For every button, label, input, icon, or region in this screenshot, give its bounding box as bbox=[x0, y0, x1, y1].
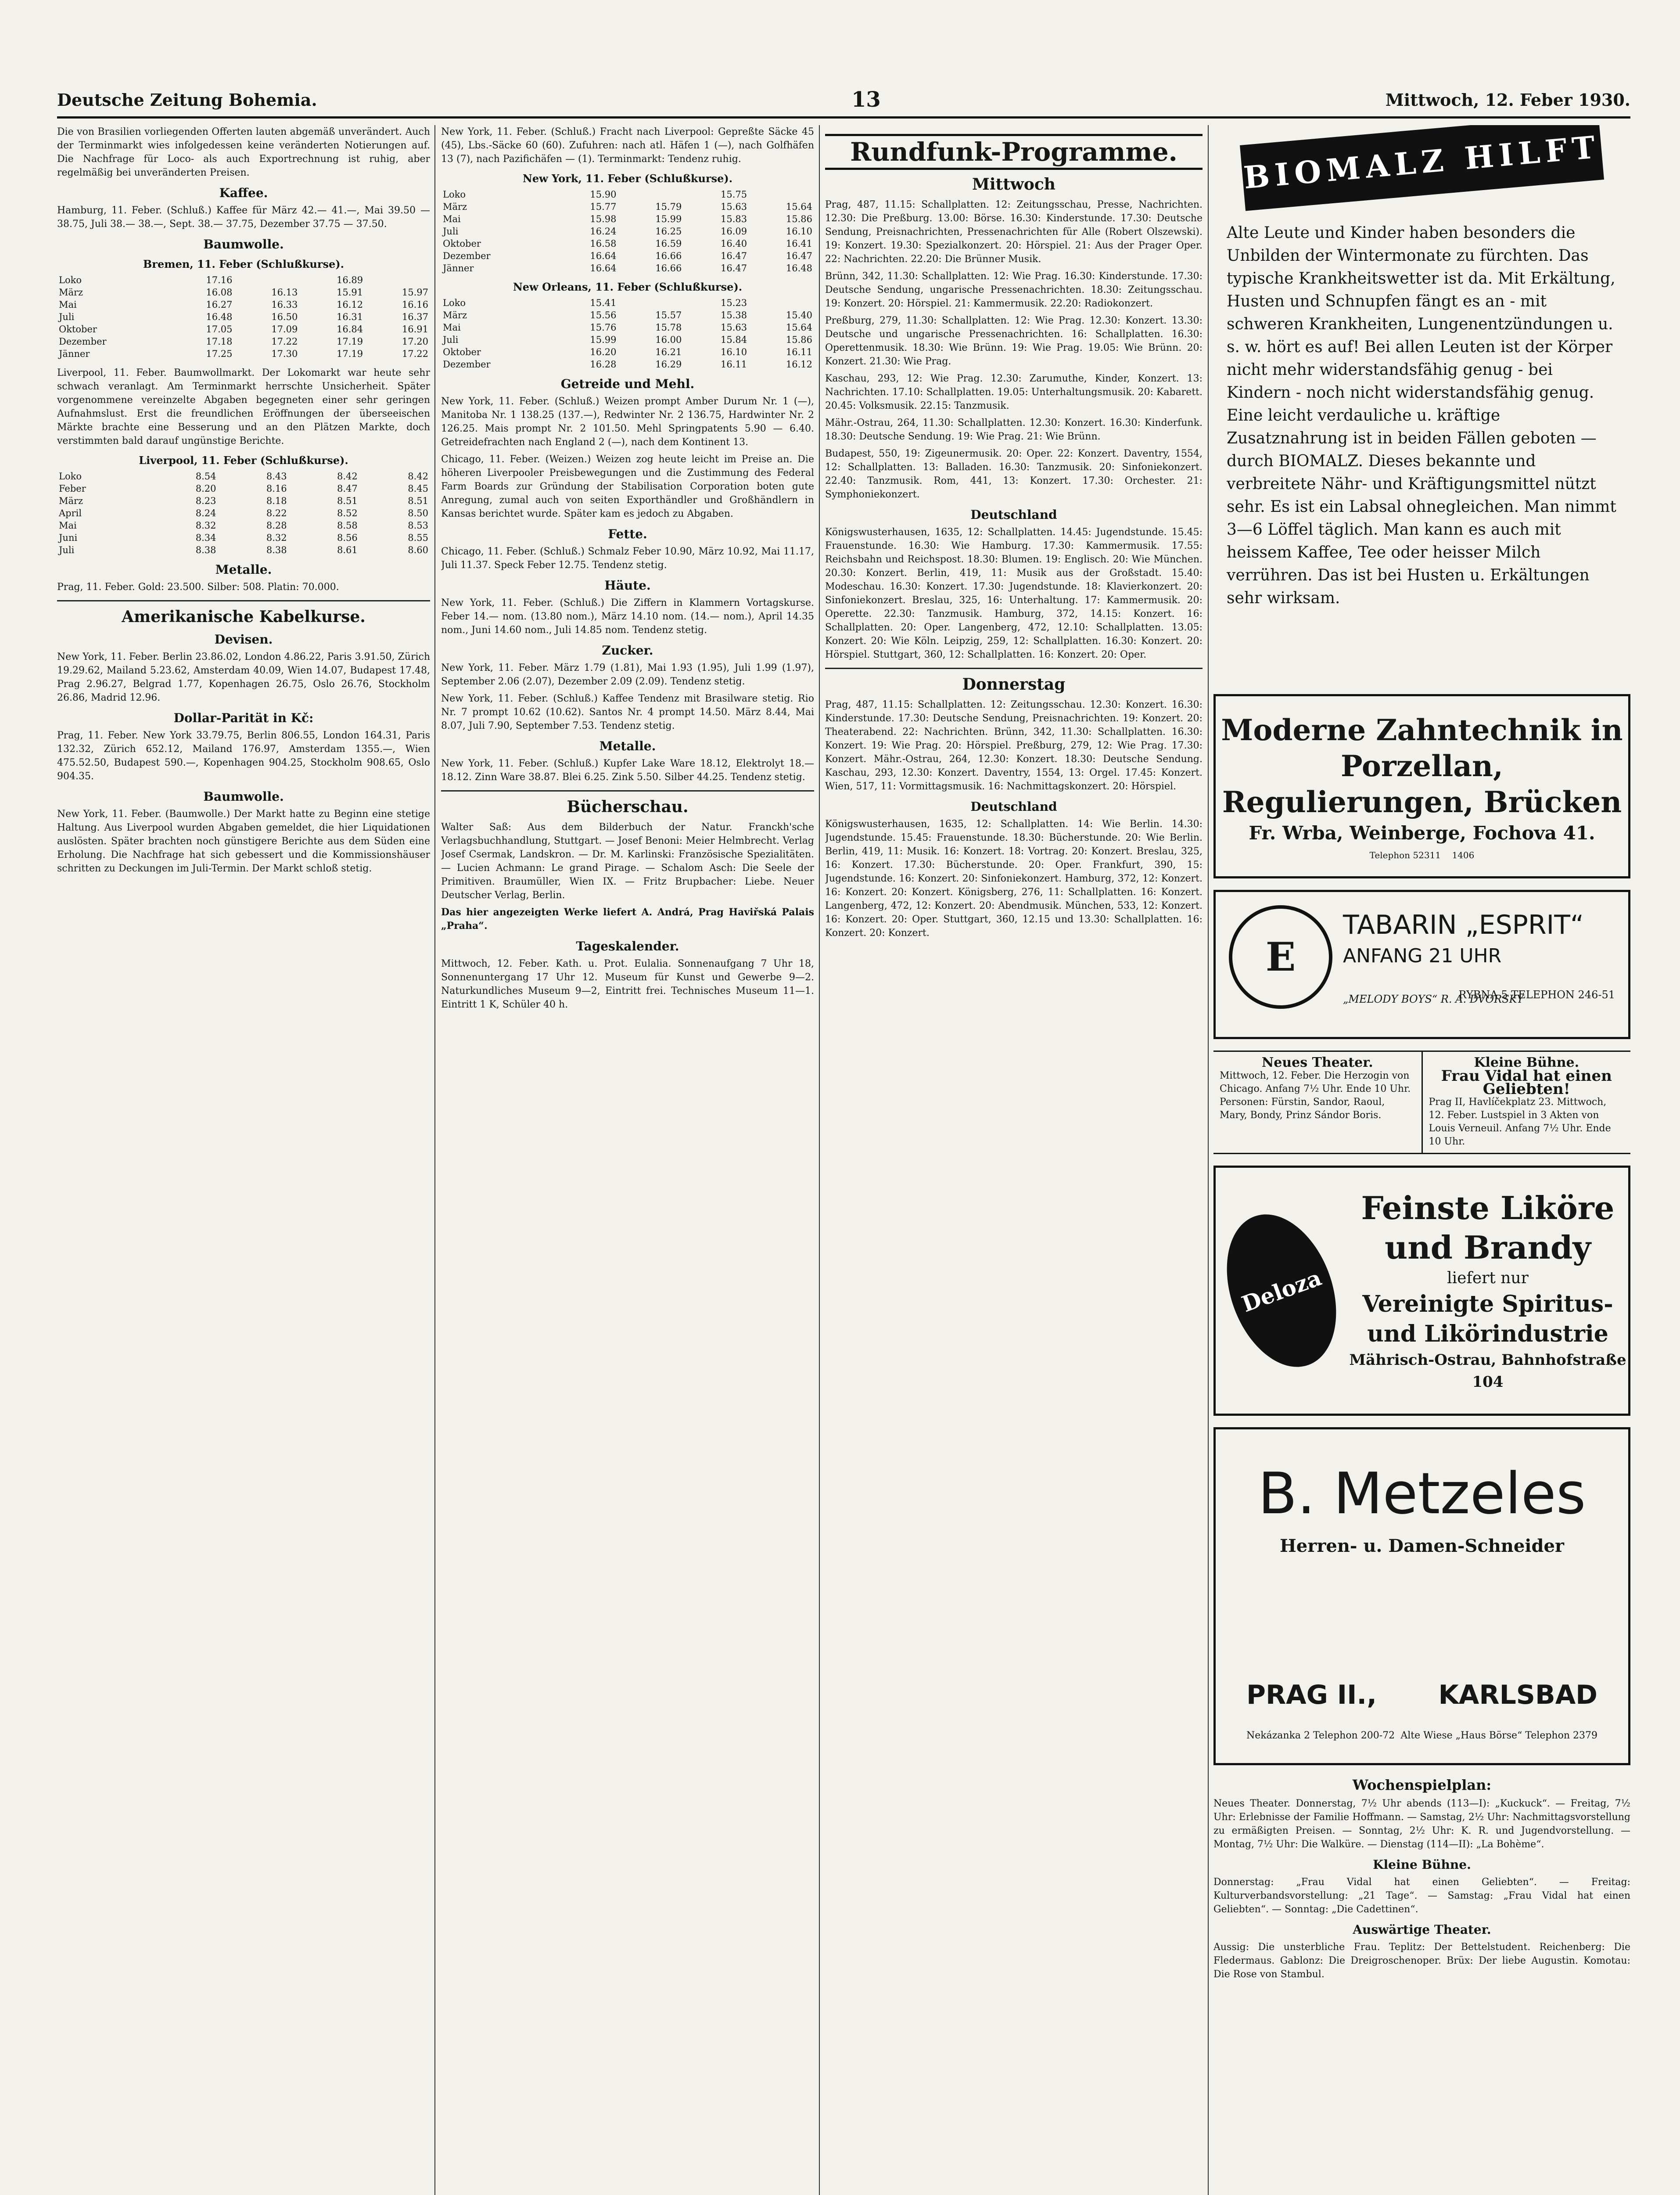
small-stage-box bbox=[1422, 1052, 1631, 1153]
month-cell: Juli bbox=[59, 545, 75, 555]
value-cell: 16.66 bbox=[655, 251, 682, 261]
month-cell: März bbox=[443, 310, 467, 320]
value-cell: 16.64 bbox=[590, 251, 617, 261]
value-cell: 17.20 bbox=[402, 336, 428, 347]
table-row bbox=[57, 274, 430, 286]
book-review-heading: Bücherschau. bbox=[567, 798, 689, 816]
month-cell: Loko bbox=[443, 298, 466, 308]
value-cell bbox=[618, 188, 684, 201]
theater-text: Mittwoch, 12. Feber. Die Herzogin von Chicago. Anfang 7½ Uhr. Ende 10 Uhr. Personen: Fürstin, Sandor, Raoul, Mary, Bondy, Prinz Sándor Boris. bbox=[1220, 1070, 1411, 1121]
value-cell: 16.41 bbox=[786, 238, 812, 249]
value-cell: 8.16 bbox=[266, 483, 287, 494]
value-cell: 15.86 bbox=[786, 335, 812, 345]
table-row bbox=[57, 323, 430, 335]
value-cell: 16.12 bbox=[337, 299, 363, 310]
value-cell: 8.56 bbox=[337, 533, 358, 543]
cable-rates-heading: Amerikanische Kabelkurse. bbox=[122, 608, 366, 626]
month-cell: Dezember bbox=[443, 251, 491, 261]
table-title: Liverpool, 11. Feber (Schlußkurse). bbox=[139, 454, 348, 467]
value-cell bbox=[365, 274, 430, 286]
value-cell: 15.84 bbox=[721, 335, 747, 345]
value-cell: 16.48 bbox=[206, 312, 233, 322]
ad-number: 1406 bbox=[1452, 850, 1475, 860]
tailor-address-prague: Nekázanka 2 Telephon 200-72 bbox=[1246, 1730, 1395, 1741]
liqueur-ad-headline: Feinste Liköre und Brandy bbox=[1361, 1189, 1615, 1266]
month-cell: Juli bbox=[443, 335, 459, 345]
radio-listing: Prag, 487, 11.15: Schallplatten. 12: Zeitungsschau, Presse, Nachrichten. 12.30: Die Preßburg. 13.00: Börse. 16.30: Kinderstunde. 17.30: Deutsche Sendung, Preisnachrichten, Pressenachrichten für Alle (Robert Olszewski). 19: Konzert. 19.30: Spezialkonzert. 20: Hörspiel. 21: Aus der Prager Oper. 22: Nachrichten. 22.20: Die Brünner Musik. bbox=[825, 199, 1203, 265]
biomalz-text: Alte Leute und Kinder haben besonders die Unbilden der Wintermonate zu fürchten. Das typische Krankheitswetter ist da. Mit Erkältung, Husten und Schnupfen fängt es an - mit schweren Krankheiten, Lungenentzündungen u. s. w. hört es auf! Bei allen Leuten ist der Körper nicht mehr widerstandsfähig genug - bei Kindern - noch nicht widerstandsfähig genug. Eine leicht verdauliche u. kräftige Zusatznahrung ist in beiden Fällen geboten — durch BIOMALZ. Dieses bekannte und verbreitete Nähr- und Kräftigungsmittel nützt sehr. Es ist ein Labsal ohnegleichen. Man nimmt 3—6 Löffel täglich. Man kann es auch mit heissem Kaffee, Tee oder heisser Milch verrühren. Das ist bei Husten u. Erkältungen sehr wirksam. bbox=[1227, 224, 1616, 607]
table-row bbox=[57, 532, 430, 544]
table-row bbox=[57, 507, 430, 519]
radio-listing: Mähr.-Ostrau, 264, 11.30: Schallplatten. 12.30: Konzert. 16.30: Kinderfunk. 18.30: Deutsche Sendung. 19: Wie Prag. 21: Wie Brünn. bbox=[825, 417, 1203, 442]
month-cell: April bbox=[59, 508, 82, 518]
value-cell: 16.00 bbox=[655, 335, 682, 345]
value-cell: 8.42 bbox=[337, 471, 358, 482]
tailor-trade: Herren- u. Damen-Schneider bbox=[1280, 1536, 1564, 1556]
market-intro: Die von Brasilien vorliegenden Offerten lauten abgemäß unverändert. Auch der Terminmarkt wies infolgedessen keine veränderten Notierungen auf. Die Nachfrage für Loco- als auch Exportrechnung ist ruhig, aber regelmäßig bei unveränderten Preisen. bbox=[57, 126, 430, 178]
tabarin-name: TABARIN „ESPRIT“ bbox=[1343, 910, 1584, 940]
value-cell: 15.64 bbox=[786, 202, 812, 212]
value-cell: 8.38 bbox=[195, 545, 216, 555]
value-cell: 16.33 bbox=[271, 299, 298, 310]
column-rule bbox=[434, 125, 435, 2195]
value-cell: 17.22 bbox=[271, 336, 298, 347]
dental-ad-address: Fr. Wrba, Weinberge, Fochova 41. bbox=[1249, 822, 1595, 844]
value-cell: 16.47 bbox=[786, 251, 812, 261]
book-review-text: Walter Saß: Aus dem Bilderbuch der Natur. Franckh'sche Verlagsbuchhandlung, Stuttgart. — Josef Benoni: Meier Helmbrecht. Verlag Josef Csermak, Landskron. — Dr. M. Karlinski: Französische Spezialitäten. — Lucien Achmann: Le grand Pirage. — Schalom Asch: Die Seele der Primitiven. Braumüller, Wien IX. — Fritz Brupbacher: Liebe. Neuer Deutscher Verlag, Berlin. bbox=[441, 822, 814, 901]
value-cell: 17.09 bbox=[271, 324, 298, 335]
value-cell: 8.28 bbox=[266, 520, 287, 531]
section-heading: Zucker. bbox=[602, 643, 653, 658]
value-cell: 15.38 bbox=[721, 310, 747, 320]
table-row bbox=[57, 286, 430, 299]
table-row bbox=[441, 250, 814, 262]
value-cell: 8.55 bbox=[408, 533, 428, 543]
biomalz-ad bbox=[1213, 130, 1630, 683]
table-row bbox=[441, 309, 814, 321]
tabarin-address: RYBNA 5 TELEPHON 246-51 bbox=[1458, 989, 1615, 1001]
table-row bbox=[441, 188, 814, 201]
section-heading: Devisen. bbox=[214, 632, 273, 647]
month-cell: März bbox=[443, 202, 467, 212]
value-cell: 8.22 bbox=[266, 508, 287, 518]
value-cell: 16.59 bbox=[655, 238, 682, 249]
tabarin-seal: E bbox=[1229, 905, 1332, 1009]
radio-listing: Königswusterhausen, 1635, 12: Schallplatten. 14.45: Jugendstunde. 15.45: Frauenstunde. 16.30: Wie Hamburg. 17.30: Kammermusik. 17.55: Reichsbahn und Reichspost. 18.30: Blumen. 19: Englisch. 20: Wie München. 20.30: Konzert. Berlin, 419, 11: Musik aus der Großstadt. 15.40: Modeschau. 16.30: Konzert. 17.30: Jugendstunde. 18: Klavierkonzert. 20: Sinfoniekonzert. Breslau, 325, 16: Unterhaltung. 17: Kammermusik. 20: Operette. 22.30: Tanzmusik. Hamburg, 372, 14.15: Konzert. 16: Schallplatten. 20: Oper. Langenberg, 472, 12.10: Schallplatten. 13.05: Konzert. 20: Wie Köln. Leipzig, 259, 12: Schallplatten. 16.30: Konzert. 20: Hörspiel. Stuttgart, 360, 12: Schallplatten. 16: Konzert. 20: Oper. bbox=[825, 527, 1203, 660]
section-heading: Baumwolle. bbox=[203, 789, 284, 804]
tabarin-time: ANFANG 21 UHR bbox=[1343, 945, 1502, 967]
month-cell: Loko bbox=[59, 275, 82, 285]
table-row bbox=[441, 262, 814, 274]
table-row bbox=[441, 237, 814, 250]
value-cell: 16.13 bbox=[271, 287, 298, 298]
value-cell: 15.63 bbox=[721, 322, 747, 333]
radio-listing: Kaschau, 293, 12: Wie Prag. 12.30: Zarumuthe, Kinder, Konzert. 13: Nachrichten. 17.10: Schallplatten. 19.05: Unterhaltungsmusik. 20: Kabarett. 20.45: Volksmusik. 22.15: Tanzmusik. bbox=[825, 373, 1203, 411]
value-cell: 16.84 bbox=[337, 324, 363, 335]
grain-report: New York, 11. Feber. (Schluß.) Weizen prompt Amber Durum Nr. 1 (—), Manitoba Nr. 1 138.25 (137.—), Redwinter Nr. 2 136.75, Hardwinter Nr. 2 126.25. Mais prompt Nr. 2 101.50. Mehl Springpatents 5.90 — 6.40. Getreidefrachten nach England 2 (—), nach dem Kontinent 13. bbox=[441, 396, 814, 448]
value-cell: 8.18 bbox=[266, 496, 287, 506]
theater-listings bbox=[1213, 1051, 1630, 1154]
value-cell: 8.42 bbox=[408, 471, 428, 482]
value-cell: 15.76 bbox=[590, 322, 617, 333]
value-cell: 15.91 bbox=[337, 287, 363, 298]
section-heading: Häute. bbox=[604, 578, 651, 593]
liqueur-ad bbox=[1213, 1166, 1630, 1416]
value-cell: 17.25 bbox=[206, 349, 233, 359]
value-cell: 16.37 bbox=[402, 312, 428, 322]
radio-programs-heading: Rundfunk-Programme. bbox=[825, 134, 1203, 170]
value-cell: 8.51 bbox=[408, 496, 428, 506]
value-cell: 16.11 bbox=[721, 359, 747, 370]
value-cell: 16.28 bbox=[590, 359, 617, 370]
currency-report: New York, 11. Feber. Berlin 23.86.02, London 4.86.22, Paris 3.91.50, Zürich 19.29.62, Mailand 5.23.62, Amsterdam 40.09, Wien 14.07, Budapest 17.48, Prag 2.96.27, Belgrad 1.77, Kopenhagen 26.75, Oslo 26.76, Stockholm 26.86, Madrid 12.96. bbox=[57, 651, 430, 703]
value-cell: 16.48 bbox=[786, 263, 812, 273]
month-cell: Loko bbox=[443, 189, 466, 200]
value-cell: 16.21 bbox=[655, 347, 682, 357]
month-cell: Jänner bbox=[59, 349, 90, 359]
value-cell: 15.97 bbox=[402, 287, 428, 298]
table-row bbox=[57, 311, 430, 323]
month-cell: Juli bbox=[59, 312, 75, 322]
month-cell: Dezember bbox=[59, 336, 107, 347]
value-cell: 15.23 bbox=[721, 298, 747, 308]
value-cell: 16.31 bbox=[337, 312, 363, 322]
value-cell: 8.47 bbox=[337, 483, 358, 494]
value-cell: 8.32 bbox=[195, 520, 216, 531]
value-cell: 16.12 bbox=[786, 359, 812, 370]
value-cell: 16.08 bbox=[206, 287, 233, 298]
biomalz-banner: BIOMALZ HILFT bbox=[1240, 125, 1604, 211]
coffee-report: Hamburg, 11. Feber. (Schluß.) Kaffee für März 42.— 41.—, Mai 39.50 — 38.75, Juli 38.— 38.—, Sept. 38.— 37.75, Dezember 37.75 — 37.50. bbox=[57, 205, 430, 230]
table-title: New York, 11. Feber (Schlußkurse). bbox=[522, 172, 733, 185]
metals-report: Prag, 11. Feber. Gold: 23.500. Silber: 508. Platin: 70.000. bbox=[57, 582, 339, 593]
value-cell: 15.64 bbox=[786, 322, 812, 333]
month-cell: März bbox=[59, 496, 83, 506]
value-cell: 8.32 bbox=[266, 533, 287, 543]
value-cell: 15.75 bbox=[721, 189, 747, 200]
day-heading: Mittwoch bbox=[972, 175, 1055, 194]
phone-text: Telephon 52311 bbox=[1369, 850, 1441, 860]
month-cell: Mai bbox=[443, 322, 461, 333]
value-cell: 15.99 bbox=[590, 335, 617, 345]
value-cell: 8.34 bbox=[195, 533, 216, 543]
new-theater-box bbox=[1213, 1052, 1422, 1153]
value-cell: 15.90 bbox=[590, 189, 617, 200]
table-row bbox=[441, 334, 814, 346]
value-cell: 17.19 bbox=[337, 349, 363, 359]
value-cell: 16.10 bbox=[786, 226, 812, 237]
month-cell: Feber bbox=[59, 483, 86, 494]
regional-theater-text: Aussig: Die unsterbliche Frau. Teplitz: Der Bettelstudent. Reichenberg: Die Fledermaus. Gablonz: Die Dreigroschenoper. Brüx: Der liebe Augustin. Komotau: Die Rose von Stambul. bbox=[1213, 1942, 1630, 1980]
table-title: Bremen, 11. Feber (Schlußkurse). bbox=[143, 258, 344, 270]
value-cell: 8.61 bbox=[337, 545, 358, 555]
column-2 bbox=[441, 125, 814, 2195]
value-cell: 16.20 bbox=[590, 347, 617, 357]
value-cell: 15.56 bbox=[590, 310, 617, 320]
column-4 bbox=[1213, 125, 1630, 2195]
radio-listing: Brünn, 342, 11.30: Schallplatten. 12: Wie Prag. 16.30: Kinderstunde. 17.30: Deutsche Sendung, ungarische Pressenachrichten. 18.30: Zeitungsschau. 19: Konzert. 20: Hörspiel. 21: Kammermusik. 22.20: Radiokonzert. bbox=[825, 271, 1203, 309]
liqueur-ad-sub: liefert nur bbox=[1447, 1269, 1529, 1287]
value-cell: 15.57 bbox=[655, 310, 682, 320]
tailor-name: B. Metzeles bbox=[1258, 1460, 1586, 1527]
value-cell: 15.78 bbox=[655, 322, 682, 333]
tailor-ad bbox=[1213, 1427, 1630, 1765]
section-heading: Kaffee. bbox=[219, 186, 268, 200]
chicago-report: Chicago, 11. Feber. (Weizen.) Weizen zog heute leicht im Preise an. Die höheren Liverpooler Preisbewegungen und die Zustimmung des Federal Farm Boards zur Gründung der Stabilisation Corporation boten gute Anregung, zumal auch von seiten Exporthändler und Großhändlern in Kansas berichtet wurde. Später kam es jedoch zu Abgaben. bbox=[441, 454, 814, 519]
value-cell: 16.91 bbox=[402, 324, 428, 335]
value-cell: 17.05 bbox=[206, 324, 233, 335]
value-cell: 8.43 bbox=[266, 471, 287, 482]
section-heading: Metalle. bbox=[599, 739, 656, 753]
table-row bbox=[57, 495, 430, 507]
new-york-quote-table bbox=[441, 188, 814, 274]
country-heading: Deutschland bbox=[970, 507, 1057, 522]
value-cell: 17.19 bbox=[337, 336, 363, 347]
month-cell: Jänner bbox=[443, 263, 474, 273]
table-row bbox=[57, 299, 430, 311]
coffee-report: New York, 11. Feber. (Schluß.) Kaffee Tendenz mit Brasilware stetig. Rio Nr. 7 prompt 10.62 (10.62). Santos Nr. 4 prompt 14.50. März 8.44, Mai 8.07, Juli 7.90, September 7.53. Tendenz stetig. bbox=[441, 693, 814, 731]
tabarin-ad bbox=[1213, 890, 1630, 1039]
table-row bbox=[441, 358, 814, 371]
table-row bbox=[441, 201, 814, 213]
weekly-schedule-heading: Wochenspielplan: bbox=[1352, 1777, 1492, 1793]
theater-text: Prag II, Havlíčekplatz 23. Mittwoch, 12. Feber. Lustspiel in 3 Akten von Louis Verneuil. Anfang 7½ Uhr. Ende 10 Uhr. bbox=[1429, 1097, 1611, 1147]
bremen-quote-table bbox=[57, 274, 430, 360]
value-cell: 17.16 bbox=[206, 275, 233, 285]
value-cell: 17.30 bbox=[271, 349, 298, 359]
daily-calendar-text: Mittwoch, 12. Feber. Kath. u. Prot. Eulalia. Sonnenaufgang 7 Uhr 18, Sonnenuntergang 17 Uhr 12. Museum für Kunst und Gewerbe 9—2. Naturkundliches Museum 9—2, Eintritt frei. Technisches Museum 11—1. Eintritt 1 K, Schüler 40 h. bbox=[441, 958, 814, 1010]
value-cell: 16.27 bbox=[206, 299, 233, 310]
divider bbox=[825, 668, 1203, 669]
tailor-address-karlsbad: Alte Wiese „Haus Börse“ Telephon 2379 bbox=[1400, 1730, 1597, 1741]
table-row bbox=[441, 225, 814, 237]
value-cell: 8.54 bbox=[195, 471, 216, 482]
month-cell: Oktober bbox=[443, 347, 481, 357]
value-cell: 8.20 bbox=[195, 483, 216, 494]
new-orleans-quote-table bbox=[441, 297, 814, 371]
value-cell: 16.40 bbox=[721, 238, 747, 249]
month-cell: Dezember bbox=[443, 359, 491, 370]
value-cell: 8.45 bbox=[408, 483, 428, 494]
issue-date: Mittwoch, 12. Feber 1930. bbox=[1385, 90, 1630, 110]
month-cell: Loko bbox=[59, 471, 82, 482]
section-heading: Tageskalender. bbox=[576, 939, 679, 954]
sugar-report: New York, 11. Feber. März 1.79 (1.81), Mai 1.93 (1.95), Juli 1.99 (1.97), September 2.06 (2.07), Dezember 2.09 (2.09). Tendenz stetig. bbox=[441, 662, 814, 687]
column-3 bbox=[825, 125, 1203, 2195]
section-heading: Dollar-Parität in Kč: bbox=[173, 711, 314, 725]
page-number: 13 bbox=[851, 87, 881, 112]
month-cell: Juni bbox=[59, 533, 78, 543]
month-cell: Mai bbox=[59, 520, 77, 531]
dental-ad bbox=[1213, 694, 1630, 878]
table-row bbox=[57, 348, 430, 360]
table-row bbox=[441, 213, 814, 225]
page-header bbox=[57, 87, 1630, 119]
table-row bbox=[441, 297, 814, 309]
value-cell: 17.18 bbox=[206, 336, 233, 347]
divider bbox=[441, 790, 814, 792]
dental-ad-phone bbox=[1216, 850, 1628, 860]
radio-listing: Prag, 487, 11.15: Schallplatten. 12: Zeitungsschau. 12.30: Konzert. 16.30: Kinderstunde. 17.30: Deutsche Sendung, Preisnachrichten. 19: Konzert. 20: Theaterabend. 22: Nachrichten. Brünn, 342, 11.30: Schallplatten. 16.30: Konzert. 19: Wie Prag. 20: Hörspiel. Preßburg, 279, 12: Wie Prag. 17.30: Konzert. Mähr.-Ostrau, 264, 12.30: Konzert. 18.30: Deutsche Sendung. Kaschau, 293, 12.30: Konzert. Daventry, 1554, 13: Orgel. 17.45: Konzert. Wien, 517, 11: Vormittagsmusik. 16: Nachmittagskonzert. 20: Hörspiel. bbox=[825, 699, 1203, 792]
month-cell: Juli bbox=[443, 226, 459, 237]
value-cell: 16.47 bbox=[721, 251, 747, 261]
value-cell: 15.79 bbox=[655, 202, 682, 212]
value-cell: 8.38 bbox=[266, 545, 287, 555]
book-review-note: Das hier angezeigten Werke liefert A. Andrá, Prag Haviřská Palais „Praha“. bbox=[441, 907, 814, 932]
value-cell: 16.11 bbox=[786, 347, 812, 357]
month-cell: Oktober bbox=[443, 238, 481, 249]
value-cell: 15.83 bbox=[721, 214, 747, 224]
value-cell: 16.58 bbox=[590, 238, 617, 249]
value-cell: 15.41 bbox=[590, 298, 617, 308]
liqueur-ad-company: Vereinigte Spiritus- und Likörindustrie bbox=[1362, 1291, 1613, 1347]
newspaper-title: Deutsche Zeitung Bohemia. bbox=[57, 90, 317, 110]
table-row bbox=[57, 482, 430, 495]
value-cell: 16.16 bbox=[402, 299, 428, 310]
liqueur-logo-mark: Deloza bbox=[1213, 1199, 1356, 1382]
divider bbox=[57, 600, 430, 601]
value-cell: 8.51 bbox=[337, 496, 358, 506]
liverpool-report: Liverpool, 11. Feber. Baumwollmarkt. Der Lokomarkt war heute sehr schwach veranlagt. Am Terminmarkt herrschte Unsicherheit. Später vorgenommene vereinzelte Abgaben begegneten einer sehr geringen Aufnahmslust. Erst die freundlichen Eröffnungen der überseeischen Märkte brachte eine Besserung und an den Plätzen Markte, doch verstimmten bald darauf ungünstige Berichte. bbox=[57, 367, 430, 446]
radio-listing: Königswusterhausen, 1635, 12: Schallplatten. 14: Wie Berlin. 14.30: Jugendstunde. 15.45: Frauenstunde. 18.30: Bücherstunde. 20: Wie Berlin. Berlin, 419, 11: Musik. 16: Konzert. 18: Vortrag. 20: Konzert. Breslau, 325, 16: Konzert. 17.30: Bücherstunde. 20: Oper. Frankfurt, 390, 15: Jugendstunde. 16: Konzert. 20: Sinfoniekonzert. Hamburg, 372, 12: Konzert. 16: Konzert. 20: Konzert. Königsberg, 276, 11: Schallplatten. 16: Konzert. Langenberg, 472, 12: Konzert. 20: Abendmusik. München, 533, 12: Konzert. 16: Konzert. 20: Oper. Stuttgart, 360, 12.15 und 13.30: Schallplatten. 16: Konzert. 20: Konzert. bbox=[825, 819, 1203, 939]
value-cell: 16.24 bbox=[590, 226, 617, 237]
value-cell: 17.22 bbox=[402, 349, 428, 359]
column-rule bbox=[819, 125, 820, 2195]
table-row bbox=[441, 321, 814, 334]
value-cell: 15.63 bbox=[721, 202, 747, 212]
value-cell bbox=[234, 274, 300, 286]
section-heading: Auswärtige Theater. bbox=[1353, 1922, 1491, 1937]
value-cell: 8.24 bbox=[195, 508, 216, 518]
value-cell: 16.09 bbox=[721, 226, 747, 237]
table-title: New Orleans, 11. Feber (Schlußkurse). bbox=[513, 281, 743, 293]
value-cell: 16.89 bbox=[337, 275, 363, 285]
fats-report: Chicago, 11. Feber. (Schluß.) Schmalz Feber 10.90, März 10.92, Mai 11.17, Juli 11.37. Speck Feber 12.75. Tendenz stetig. bbox=[441, 546, 814, 571]
tabarin-acts: „MELODY BOYS“ R. A. DVORSKY bbox=[1343, 993, 1524, 1005]
tailor-city-prague: PRAG II., bbox=[1246, 1680, 1377, 1710]
liqueur-ad-address: Mährisch-Ostrau, Bahnhofstraße 104 bbox=[1349, 1351, 1626, 1391]
weekly-schedule-text: Neues Theater. Donnerstag, 7½ Uhr abends (113—I): „Kuckuck“. — Freitag, 7½ Uhr: Erlebnisse der Familie Hoffmann. — Samstag, 2½ Uhr: Nachmittagsvorstellung zu ermäßigten Preisen. — Sonntag, 2½ Uhr: K. R. und Jugendvorstellung. — Montag, 7½ Uhr: Die Walküre. — Dienstag (114—II): „La Bohème“. bbox=[1213, 1798, 1630, 1850]
table-row bbox=[57, 470, 430, 482]
value-cell: 16.25 bbox=[655, 226, 682, 237]
value-cell: 16.66 bbox=[655, 263, 682, 273]
table-row bbox=[57, 519, 430, 532]
month-cell: Mai bbox=[443, 214, 461, 224]
value-cell bbox=[618, 297, 684, 309]
dollar-parity-report: Prag, 11. Feber. New York 33.79.75, Berlin 806.55, London 164.31, Paris 132.32, Zürich 652.12, Mailand 176.97, Amsterdam 1355.—, Wien 475.52.50, Budapest 590.—, Kopenhagen 904.25, Stockholm 908.65, Oslo 904.35. bbox=[57, 730, 430, 782]
liqueur-logo bbox=[1216, 1168, 1347, 1414]
radio-listing: Budapest, 550, 19: Zigeunermusik. 20: Oper. 22: Konzert. Daventry, 1554, 12: Schallplatten. 13: Balladen. 16.30: Tanzmusik. 20: Sinfoniekonzert. 22.40: Tanzmusik. Rom, 441, 13: Konzert. 17.30: Orchester. 21: Symphoniekonzert. bbox=[825, 448, 1203, 500]
hides-report: New York, 11. Feber. (Schluß.) Die Ziffern in Klammern Vortagskurse. Feber 14.— nom. (13.80 nom.), März 14.10 nom. (14.— nom.), April 14.35 nom., Juni 14.60 nom., Juli 14.85 nom. Tendenz stetig. bbox=[441, 597, 814, 636]
theater-heading: Neues Theater. bbox=[1261, 1055, 1373, 1070]
small-stage-schedule: Donnerstag: „Frau Vidal hat einen Geliebten“. — Freitag: Kulturverbandsvorstellung: „21 Tage“. — Samstag: „Frau Vidal hat einen Geliebten“. — Sonntag: „Die Cadettinen“. bbox=[1213, 1877, 1630, 1915]
section-heading: Kleine Bühne. bbox=[1373, 1857, 1471, 1872]
value-cell: 16.47 bbox=[721, 263, 747, 273]
month-cell: März bbox=[59, 287, 83, 298]
month-cell: Mai bbox=[59, 299, 77, 310]
month-cell: Oktober bbox=[59, 324, 97, 335]
value-cell: 8.23 bbox=[195, 496, 216, 506]
theater-heading: Kleine Bühne. bbox=[1474, 1055, 1579, 1070]
day-heading: Donnerstag bbox=[962, 675, 1066, 694]
value-cell: 8.58 bbox=[337, 520, 358, 531]
value-cell: 8.50 bbox=[408, 508, 428, 518]
value-cell: 16.29 bbox=[655, 359, 682, 370]
value-cell bbox=[749, 188, 814, 201]
section-heading: Baumwolle. bbox=[203, 237, 284, 252]
country-heading: Deutschland bbox=[970, 799, 1057, 814]
value-cell: 15.40 bbox=[786, 310, 812, 320]
column-rule bbox=[1208, 125, 1209, 2195]
dental-ad-title: Moderne Zahntechnik in Porzellan, Regulierungen, Brücken bbox=[1221, 713, 1623, 819]
metals-report: New York, 11. Feber. (Schluß.) Kupfer Lake Ware 18.12, Elektrolyt 18.— 18.12. Zinn Ware 38.87. Blei 6.25. Zink 5.50. Silber 44.25. Tendenz stetig. bbox=[441, 758, 814, 783]
value-cell: 16.50 bbox=[271, 312, 298, 322]
column-1 bbox=[57, 125, 430, 2195]
section-heading: Metalle. bbox=[215, 562, 272, 577]
value-cell: 15.77 bbox=[590, 202, 617, 212]
play-title: Frau Vidal hat einen Geliebten! bbox=[1441, 1067, 1612, 1098]
table-row bbox=[441, 346, 814, 358]
value-cell: 15.99 bbox=[655, 214, 682, 224]
liverpool-quote-table bbox=[57, 470, 430, 556]
table-row bbox=[57, 544, 430, 556]
liqueur-ad-text bbox=[1347, 1168, 1628, 1414]
cotton-report: New York, 11. Feber. (Baumwolle.) Der Markt hatte zu Beginn eine stetige Haltung. Aus Liverpool wurden Abgaben gemeldet, die hier Liquidationen auslösten. Später brachten noch günstigere Berichte aus dem Süden eine Erholung. Die Nachfrage hat sich gebessert und die Kommissionshäuser schritten zu Deckungen im Juli-Termin. Der Markt schloß stetig. bbox=[57, 809, 430, 874]
value-cell: 15.86 bbox=[786, 214, 812, 224]
value-cell: 15.98 bbox=[590, 214, 617, 224]
section-heading: Fette. bbox=[608, 527, 647, 541]
value-cell bbox=[749, 297, 814, 309]
value-cell: 16.64 bbox=[590, 263, 617, 273]
table-row bbox=[57, 335, 430, 348]
value-cell: 8.53 bbox=[408, 520, 428, 531]
tailor-city-karlsbad: KARLSBAD bbox=[1438, 1680, 1597, 1710]
value-cell: 8.60 bbox=[408, 545, 428, 555]
freight-report: New York, 11. Feber. (Schluß.) Fracht nach Liverpool: Gepreßte Säcke 45 (45), Lbs.-Säcke 60 (60). Zufuhren: nach atl. Häfen 1 (—), nach Golfhäfen 13 (7), nach Pazifichäfen — (1). Terminmarkt: Tendenz ruhig. bbox=[441, 126, 814, 165]
value-cell: 8.52 bbox=[337, 508, 358, 518]
radio-listing: Preßburg, 279, 11.30: Schallplatten. 12: Wie Prag. 12.30: Konzert. 13.30: Deutsche und ungarische Pressenachrichten. 16: Schallplatten. 16.30: Operettenmusik. 18.30: Wie Brünn. 19: Wie Prag. 19.05: Wie Brünn. 20: Konzert. 21.30: Wie Prag. bbox=[825, 315, 1203, 367]
value-cell: 16.10 bbox=[721, 347, 747, 357]
section-heading: Getreide und Mehl. bbox=[560, 377, 695, 391]
